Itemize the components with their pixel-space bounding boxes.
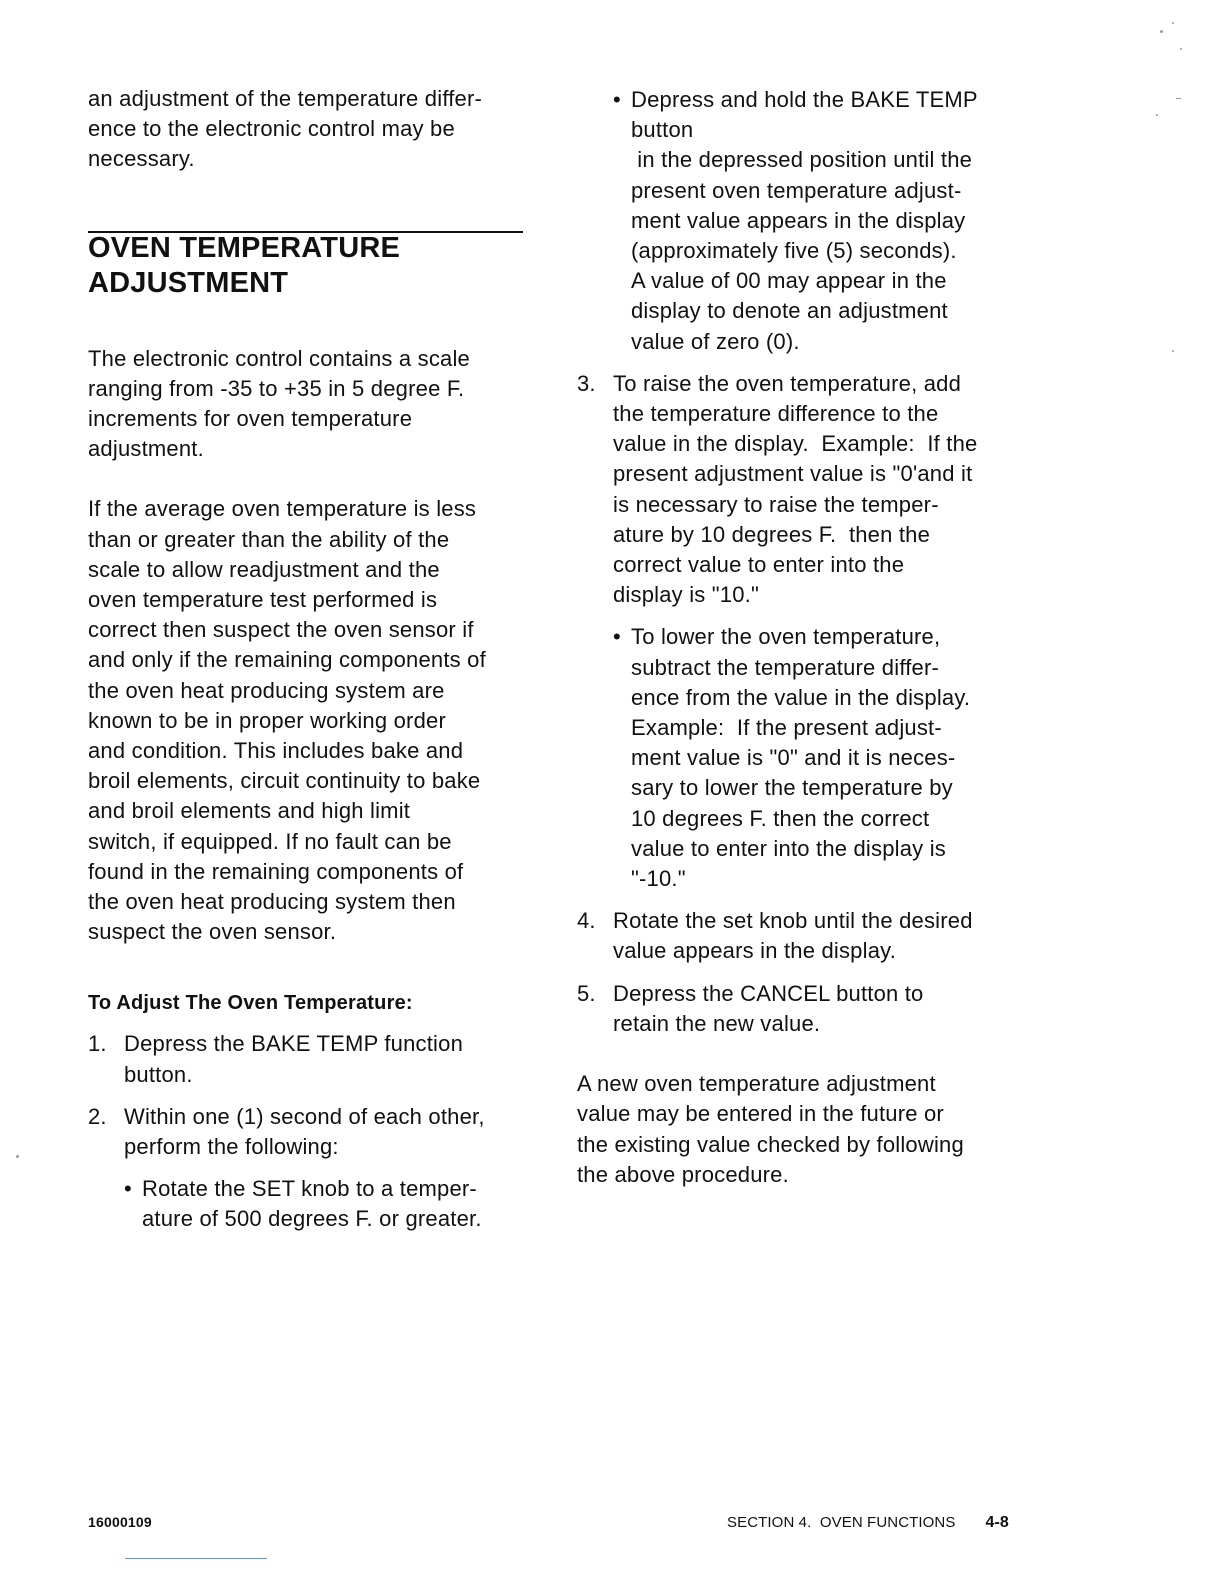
text-line: If the average oven temperature is less <box>88 496 477 522</box>
sensor-paragraph <box>88 494 533 947</box>
text-line: ence to the electronic control may be <box>88 116 455 142</box>
step-2-bullet-depress <box>613 85 1017 357</box>
text-line: display is "10." <box>613 582 759 608</box>
step-number: 4. <box>577 908 596 934</box>
step-3-bullet-lower <box>613 622 1017 894</box>
step-2 <box>88 1102 533 1162</box>
bullet-icon: • <box>613 624 621 650</box>
text-line: To lower the oven temperature, <box>631 624 941 650</box>
text-line: suspect the oven sensor. <box>88 919 337 945</box>
text-line: Rotate the SET knob to a temper- <box>142 1176 477 1202</box>
step-1 <box>88 1029 533 1089</box>
text-line: Within one (1) second of each other, <box>124 1103 485 1129</box>
text-line: in the depressed position until the <box>631 147 973 173</box>
text-line: known to be in proper working order <box>88 707 446 733</box>
text-line: 10 degrees F. then the correct <box>631 805 930 831</box>
text-line: found in the remaining components of <box>88 858 464 884</box>
text-line: perform the following: <box>124 1134 339 1160</box>
text-line: and only if the remaining components of <box>88 647 486 673</box>
closing-paragraph <box>577 1069 1017 1190</box>
text-line: value of zero (0). <box>631 328 800 354</box>
step-2-bullet-rotate <box>124 1174 533 1234</box>
text-line: than or greater than the ability of the <box>88 526 450 552</box>
text-line: the above procedure. <box>577 1161 789 1187</box>
text-line: Rotate the set knob until the desired <box>613 908 973 934</box>
text-line: value may be entered in the future or <box>577 1101 944 1127</box>
text-line: scale to allow readjustment and the <box>88 556 440 582</box>
document-number: 16000109 <box>88 1514 152 1530</box>
text-line: A new oven temperature adjustment <box>577 1071 936 1097</box>
text-line: value in the display. Example: If the <box>613 431 978 457</box>
text-line: is necessary to raise the temper- <box>613 491 939 517</box>
bullet-icon: • <box>613 87 621 112</box>
text-line: present adjustment value is "0'and it <box>613 461 973 487</box>
step-5 <box>577 979 1017 1039</box>
step-number: 1. <box>88 1031 107 1057</box>
text-line: The electronic control contains a scale <box>88 345 470 371</box>
text-line: ranging from -35 to +35 in 5 degree F. <box>88 375 465 401</box>
text-line: ature of 500 degrees F. or greater. <box>142 1206 482 1232</box>
text-line: Depress the BAKE TEMP function <box>124 1031 464 1057</box>
text-line: ence from the value in the display. <box>631 684 971 710</box>
page-number: 4-8 <box>985 1514 1009 1531</box>
text-line: an adjustment of the temperature differ- <box>88 86 483 111</box>
heading-line: OVEN TEMPERATURE <box>88 231 401 264</box>
bullet-icon: • <box>124 1176 132 1202</box>
left-column <box>88 84 533 1235</box>
text-line: the existing value checked by following <box>577 1131 964 1157</box>
text-line: broil elements, circuit continuity to bake <box>88 768 481 794</box>
page-footer <box>727 1514 1009 1532</box>
scan-speck <box>1160 30 1163 33</box>
text-line: button <box>631 117 694 143</box>
text-line: switch, if equipped. If no fault can be <box>88 828 452 854</box>
text-line: Example: If the present adjust- <box>631 715 942 741</box>
intro-paragraph <box>88 84 533 175</box>
scale-paragraph <box>88 344 533 465</box>
scan-speck <box>1156 114 1158 116</box>
scan-speck <box>16 1155 19 1158</box>
text-line: To raise the oven temperature, add <box>613 370 962 396</box>
text-line: (approximately five (5) seconds). <box>631 238 957 264</box>
scan-speck <box>1176 98 1181 99</box>
step-number: 3. <box>577 370 596 396</box>
text-line: ature by 10 degrees F. then the <box>613 521 931 547</box>
scan-speck <box>1172 22 1174 24</box>
text-line: "-10." <box>631 866 686 892</box>
text-line: value to enter into the display is <box>631 835 946 861</box>
text-line: value appears in the display. <box>613 938 897 964</box>
text-line: ment value appears in the display <box>631 207 966 233</box>
scan-speck <box>1172 350 1174 352</box>
section-heading <box>88 231 533 301</box>
text-line: Depress the CANCEL button to <box>613 980 924 1006</box>
bottom-rule <box>125 1558 267 1559</box>
text-line: correct value to enter into the <box>613 552 905 578</box>
text-line: Depress and hold the BAKE TEMP <box>631 87 978 112</box>
text-line: A value of 00 may appear in the <box>631 268 947 294</box>
text-line: adjustment. <box>88 436 204 462</box>
right-column <box>577 85 1017 1190</box>
section-label: SECTION 4. OVEN FUNCTIONS <box>727 1514 956 1531</box>
text-line: increments for oven temperature <box>88 406 413 432</box>
step-3 <box>577 369 1017 611</box>
text-line: the temperature difference to the <box>613 401 939 427</box>
step-number: 2. <box>88 1103 107 1129</box>
procedure-subheading: To Adjust The Oven Temperature: <box>88 992 413 1015</box>
text-line: sary to lower the temperature by <box>631 775 953 801</box>
text-line: the oven heat producing system are <box>88 677 445 703</box>
heading-line: ADJUSTMENT <box>88 266 289 299</box>
text-line: correct then suspect the oven sensor if <box>88 617 474 643</box>
text-line: the oven heat producing system then <box>88 889 456 915</box>
text-line: oven temperature test performed is <box>88 587 438 613</box>
text-line: and broil elements and high limit <box>88 798 411 824</box>
step-4 <box>577 906 1017 966</box>
text-line: necessary. <box>88 146 195 172</box>
step-number: 5. <box>577 980 596 1006</box>
text-line: subtract the temperature differ- <box>631 654 940 680</box>
text-line: display to denote an adjustment <box>631 298 948 324</box>
text-line: ment value is "0" and it is neces- <box>631 745 956 771</box>
text-line: present oven temperature adjust- <box>631 177 962 203</box>
scan-speck <box>1180 48 1182 50</box>
text-line: retain the new value. <box>613 1010 821 1036</box>
text-line: button. <box>124 1061 193 1087</box>
text-line: and condition. This includes bake and <box>88 738 464 764</box>
